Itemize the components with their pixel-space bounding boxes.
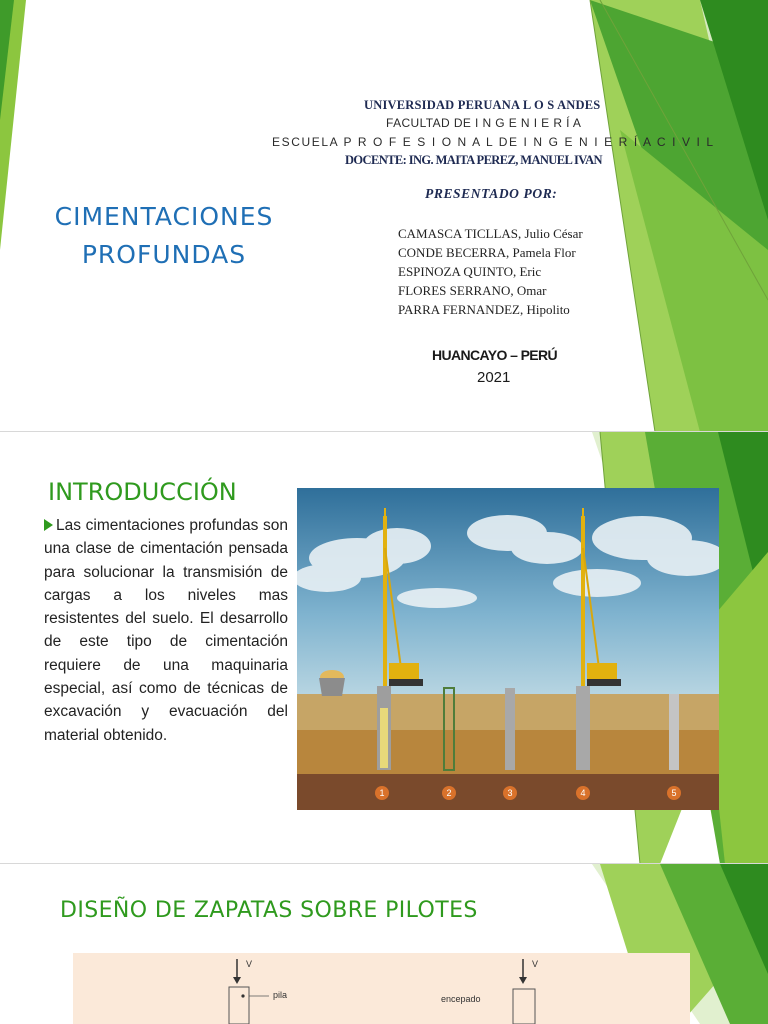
pile-label: pila bbox=[273, 990, 288, 1000]
pile-cap-diagram bbox=[73, 953, 690, 1024]
university-name: UNIVERSIDAD PERUANA L O S ANDES bbox=[364, 98, 601, 112]
title-line-2: PROFUNDAS bbox=[81, 240, 247, 269]
title-slide bbox=[0, 0, 768, 432]
pile-caps-slide bbox=[0, 864, 768, 1024]
section-title: INTRODUCCIÓN bbox=[48, 478, 237, 506]
teacher-name: DOCENTE: ING. MAITA PEREZ, MANUEL IVAN bbox=[345, 153, 602, 167]
intro-paragraph bbox=[44, 514, 288, 747]
slide-title bbox=[32, 198, 296, 274]
author-item: CONDE BECERRA, Pamela Flor bbox=[398, 245, 576, 260]
title-line-1: CIMENTACIONES bbox=[54, 202, 274, 231]
author-item: PARRA FERNANDEZ, Hipolito bbox=[398, 302, 570, 317]
step-2-label: 2 bbox=[446, 788, 452, 798]
step-1-label: 1 bbox=[379, 788, 385, 798]
faculty-name: FACULTAD DE I N G E N I E R Í A bbox=[386, 116, 582, 130]
author-item: ESPINOZA QUINTO, Eric bbox=[398, 264, 542, 279]
year: 2021 bbox=[477, 369, 511, 386]
step-4-label: 4 bbox=[580, 788, 586, 798]
step-3-label: 3 bbox=[507, 788, 513, 798]
author-item: CAMASCA TICLLAS, Julio César bbox=[398, 226, 583, 241]
authors-list bbox=[398, 224, 583, 319]
intro-text: Las cimentaciones profundas son una clase de cimentación pensada para solucionar la transmisión de cargas a los niveles mas resistentes del suelo. El desarrollo de este tipo de cimentación requiere de una maquinaria especial, así como de técnicas de excavación y evacuación del material obtenido. bbox=[44, 517, 288, 744]
introduction-slide bbox=[0, 432, 768, 864]
pile-cap-diagram-drawing bbox=[73, 953, 690, 1024]
load-label-right: V bbox=[532, 959, 539, 969]
load-label-left: V bbox=[246, 959, 253, 969]
presented-by-heading: PRESENTADO POR: bbox=[425, 186, 558, 201]
author-item: FLORES SERRANO, Omar bbox=[398, 283, 547, 298]
cap-label: encepado bbox=[441, 994, 481, 1004]
location: HUANCAYO – PERÚ bbox=[432, 347, 558, 363]
step-5-label: 5 bbox=[671, 788, 677, 798]
piling-process-illustration bbox=[297, 488, 719, 810]
school-name: ESCUELA P R O F E S I O N A L DE I N G E N I E R Í A C I V I L bbox=[272, 135, 715, 149]
bullet-arrow-icon bbox=[44, 519, 53, 531]
section-title: DISEÑO DE ZAPATAS SOBRE PILOTES bbox=[60, 898, 478, 923]
